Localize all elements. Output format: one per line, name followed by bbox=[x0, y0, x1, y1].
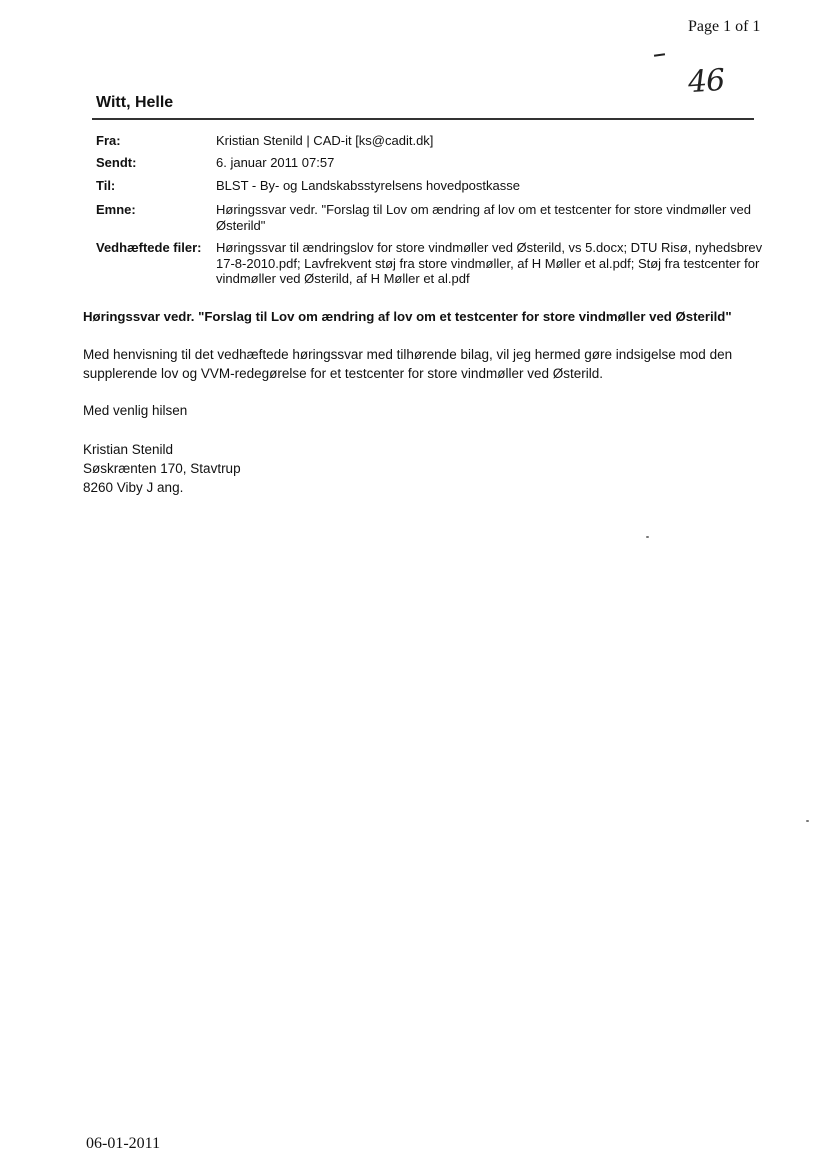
handwritten-number: 46 bbox=[686, 62, 726, 101]
handwritten-dash bbox=[654, 53, 665, 57]
body-paragraph bbox=[83, 345, 783, 383]
header-value: Kristian Stenild | CAD-it [ks@cadit.dk] bbox=[216, 133, 434, 148]
header-label: Til: bbox=[96, 178, 116, 193]
header-value: 6. januar 2011 07:57 bbox=[216, 155, 335, 170]
footer-date: 06-01-2011 bbox=[86, 1135, 161, 1152]
closing-greeting: Med venlig hilsen bbox=[83, 403, 188, 418]
header-label: Sendt: bbox=[96, 155, 137, 170]
signature-address: Søskrænten 170, Stavtrup bbox=[83, 461, 241, 476]
page-number: Page 1 of 1 bbox=[688, 18, 761, 35]
header-divider bbox=[92, 118, 754, 120]
header-label: Fra: bbox=[96, 133, 121, 148]
header-value: BLST - By- og Landskabsstyrelsens hovedpostkasse bbox=[216, 178, 520, 193]
signature-name: Kristian Stenild bbox=[83, 442, 174, 457]
sender-name: Witt, Helle bbox=[96, 94, 174, 111]
signature-block bbox=[83, 440, 241, 497]
header-label: Vedhæftede filer: bbox=[96, 240, 202, 255]
scan-speck bbox=[646, 536, 649, 538]
scan-speck bbox=[806, 820, 809, 822]
header-value: Høringssvar vedr. "Forslag til Lov om ændring af lov om et testcenter for store vindmøller ved Østerild" bbox=[216, 202, 751, 233]
paragraph-line: Med henvisning til det vedhæftede høringssvar med tilhørende bilag, vil jeg hermed gøre indsigelse mod den bbox=[83, 347, 733, 362]
paragraph-line: supplerende lov og VVM-redegørelse for et testcenter for store vindmøller ved Østerild. bbox=[83, 366, 603, 381]
header-label: Emne: bbox=[96, 202, 136, 217]
signature-city: 8260 Viby J ang. bbox=[83, 480, 184, 495]
body-subject-line: Høringssvar vedr. "Forslag til Lov om ændring af lov om et testcenter for store vindmøller ved Østerild" bbox=[83, 309, 732, 324]
attachment-list: Høringssvar til ændringslov for store vindmøller ved Østerild, vs 5.docx; DTU Risø, nyhedsbrev 17-8-2010.pdf; Lavfrekvent støj fra store vindmøller, af H Møller et al.pdf; Støj fra testcenter for vindmøller ved Østerild, af H Møller et al.pdf bbox=[216, 240, 763, 286]
